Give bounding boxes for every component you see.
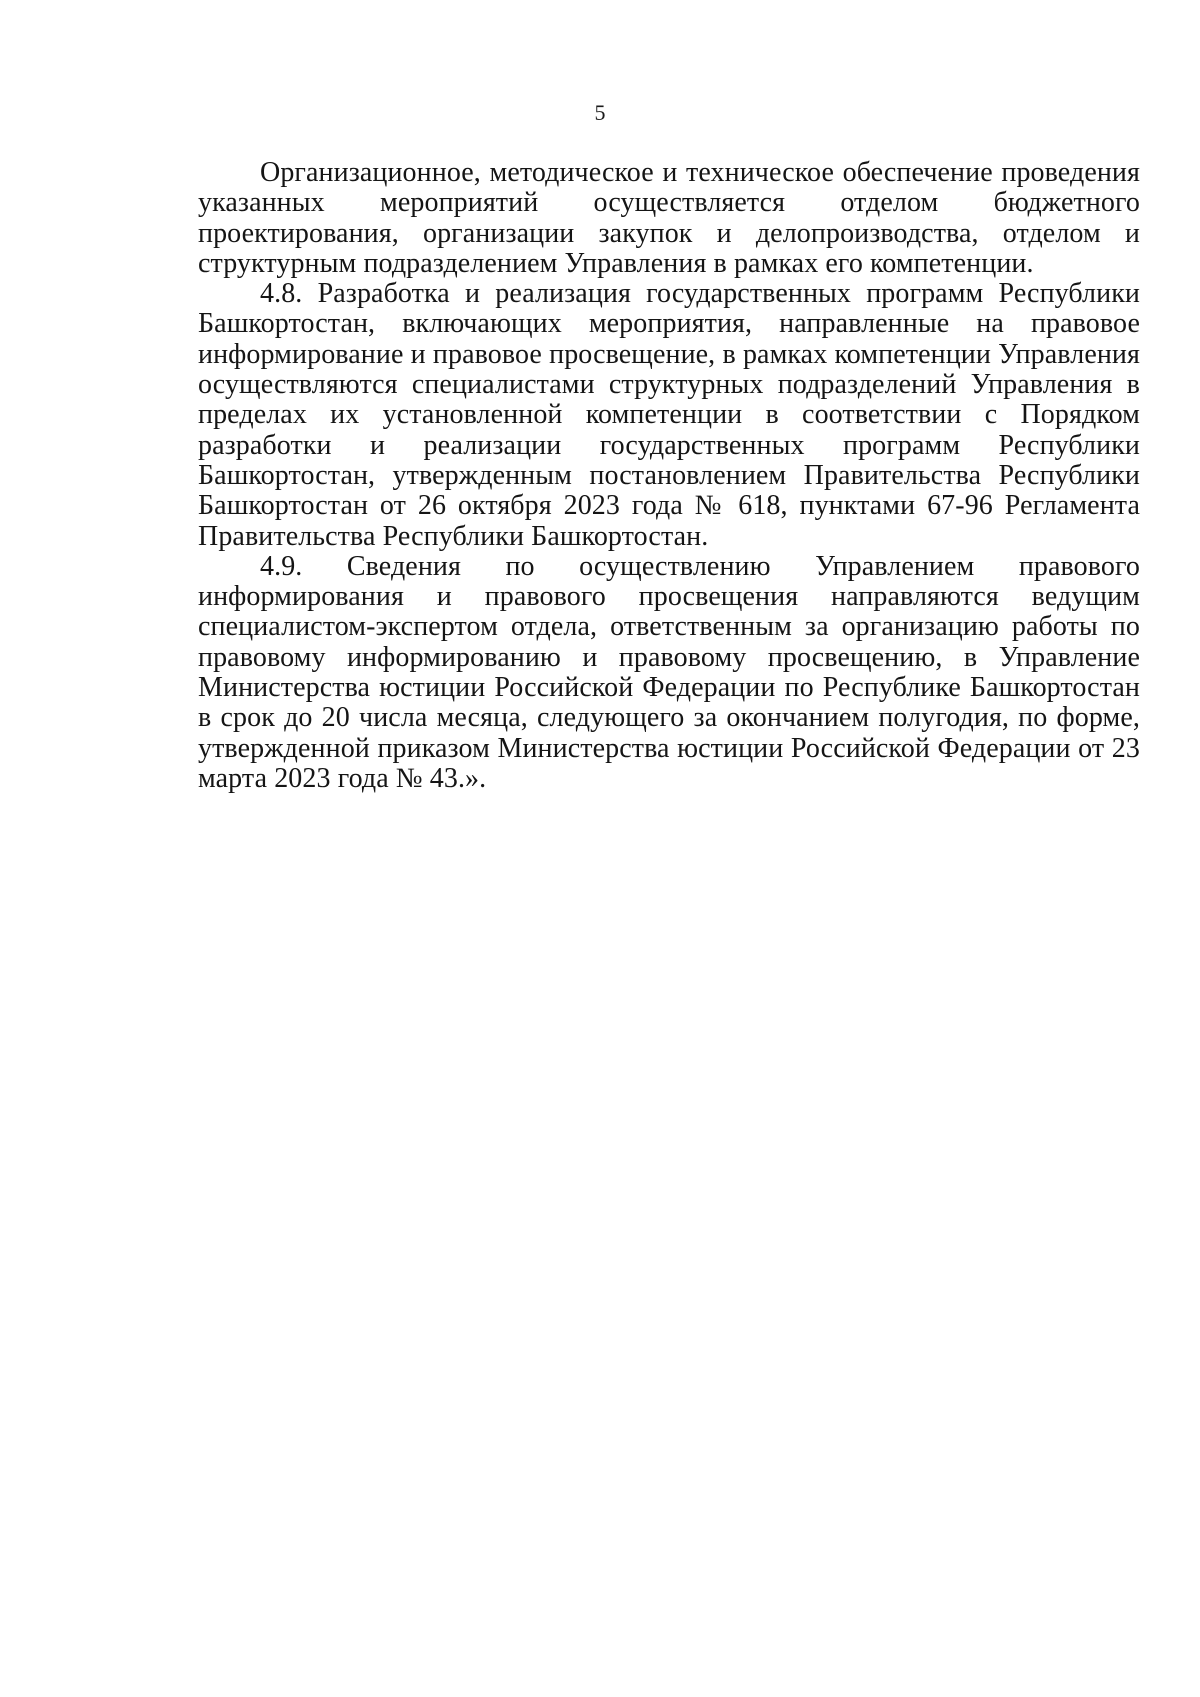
- document-body: [198, 158, 1140, 794]
- paragraph-organizational-support: Организационное, методическое и техническое обеспечение проведения указанных мероприятий осуществляется отделом бюджетного проектирования, организации закупок и делопроизводства, отделом и структурным подразделением Управления в рамках его компетенции.: [198, 157, 1140, 279]
- page-number: 5: [594, 100, 606, 125]
- paragraph-4-9: 4.9. Сведения по осуществлению Управлением правового информирования и правового просвещения направляются ведущим специалистом-экспертом отдела, ответственным за организацию работы по правовому информированию и правовому просвещению, в Управление Министерства юстиции Российской Федерации по Республике Башкортостан в срок до 20 числа месяца, следующего за окончанием полугодия, по форме, утвержденной приказом Министерства юстиции Российской Федерации от 23 марта 2023 года № 43.».: [198, 550, 1140, 794]
- paragraph-4-8: 4.8. Разработка и реализация государственных программ Республики Башкортостан, включающих мероприятия, направленные на правовое информирование и правовое просвещение, в рамках компетенции Управления осуществляются специалистами структурных подразделений Управления в пределах их установленной компетенции в соответствии с Порядком разработки и реализации государственных программ Республики Башкортостан, утвержденным постановлением Правительства Республики Башкортостан от 26 октября 2023 года № 618, пунктами 67-96 Регламента Правительства Республики Башкортостан.: [198, 278, 1140, 552]
